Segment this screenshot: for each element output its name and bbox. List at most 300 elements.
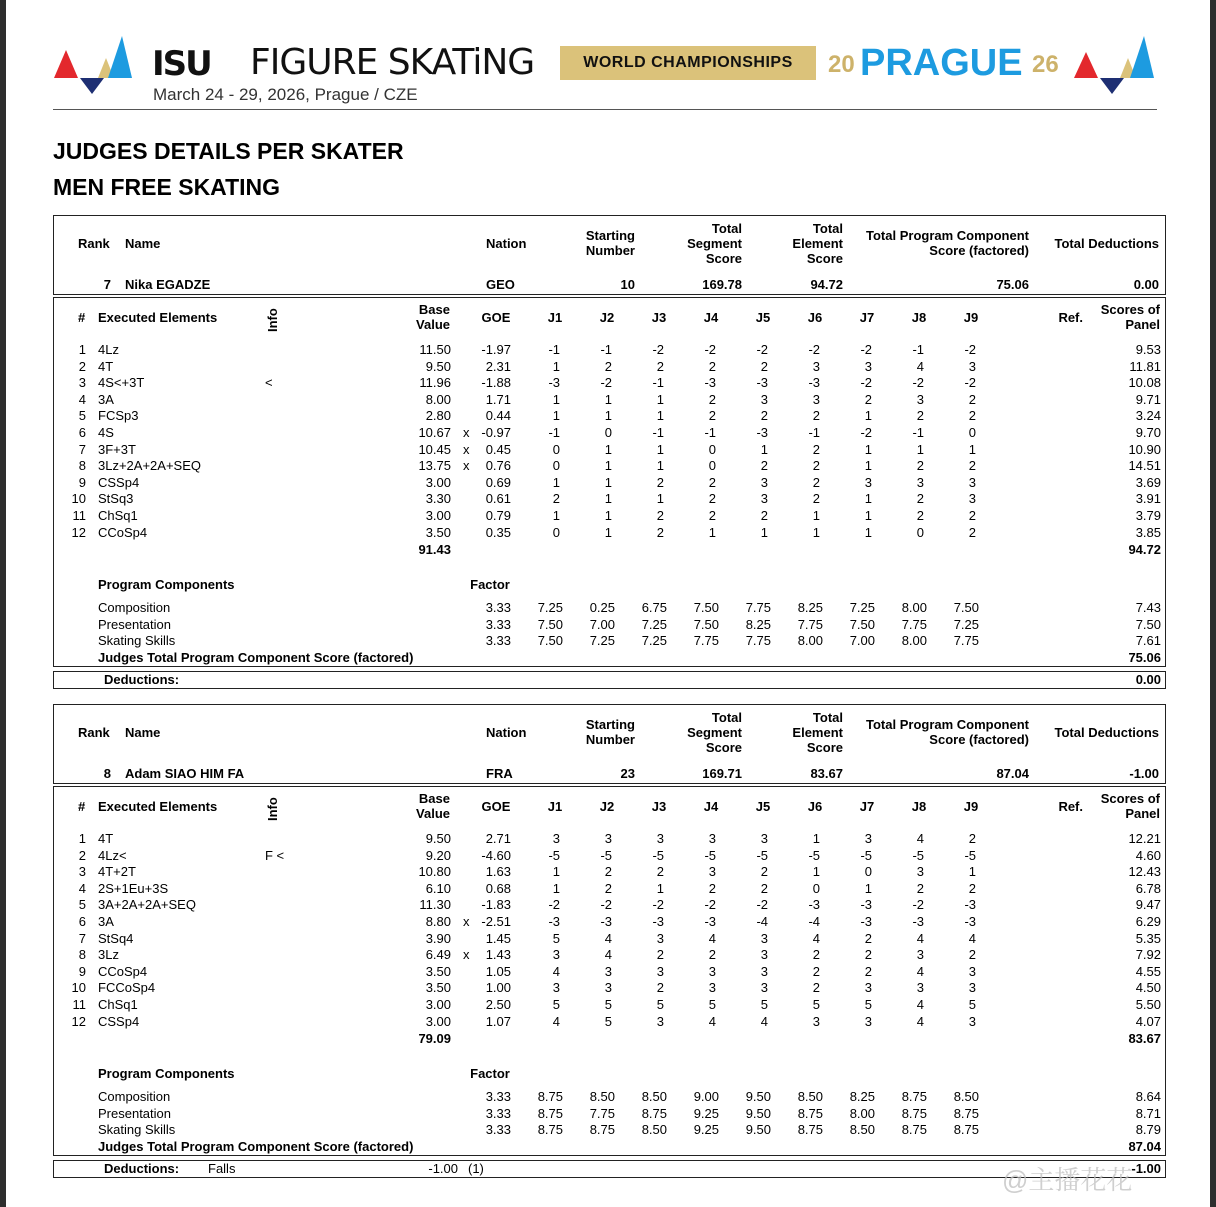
info-header: Info [265,797,280,821]
judge-goe-mark: 0 [552,458,560,474]
judge-header: J9 [963,799,979,814]
judge-goe-mark: 1 [916,441,924,457]
judge-goe-mark: 3 [656,930,664,946]
base-value: 2.80 [425,408,451,424]
judge-component-mark: 7.50 [537,633,563,649]
element-code: StSq3 [98,491,134,507]
element-score-header: Total [812,221,843,236]
judge-goe-mark: -3 [704,375,716,391]
component-factor: 3.33 [485,600,511,615]
second-half-bonus-mark: x [463,914,470,929]
judge-goe-mark: 2 [708,358,716,374]
judge-goe-mark: 2 [708,391,716,407]
component-name: Presentation [98,1105,171,1121]
component-name: Composition [98,600,171,615]
judge-goe-mark: 5 [864,997,872,1012]
panel-elements-total: 83.67 [1128,1031,1161,1046]
judge-goe-mark: 3 [708,864,716,880]
judge-goe-mark: 3 [916,980,924,996]
judge-goe-mark: -1 [548,342,560,357]
judge-header: J8 [911,310,927,325]
judge-goe-mark: 3 [604,963,612,979]
judge-goe-mark: 5 [656,997,664,1012]
judge-goe-mark: -1 [808,425,820,440]
element-info: F < [265,847,285,863]
total-deductions: 0.00 [1133,277,1159,292]
judge-goe-mark: 4 [708,1013,716,1029]
judge-goe-mark: -5 [756,847,768,863]
panel-element-score: 3.24 [1135,408,1161,424]
judge-goe-mark: 1 [604,508,612,523]
starting-number-header: Starting [585,228,635,243]
judge-goe-mark: 0 [708,458,716,474]
element-index: 6 [78,425,86,440]
deductions-total: -1.00 [1131,1161,1161,1176]
element-score-header: Score [806,740,843,755]
judge-component-mark: 8.50 [953,1089,979,1104]
element-index: 10 [71,491,86,507]
judge-goe-mark: 3 [968,980,976,996]
goe-value: 1.43 [485,947,511,963]
judge-goe-mark: 3 [552,947,560,963]
goe-header: GOE [481,799,511,814]
judge-goe-mark: 4 [916,831,924,846]
element-index: 12 [71,1013,86,1029]
base-value-header: Base [418,791,450,806]
element-index: 10 [71,980,86,996]
total-deductions: -1.00 [1129,766,1159,781]
viewer-right-edge [1210,0,1216,1207]
judge-goe-mark: 1 [552,474,560,490]
judge-component-mark: 9.50 [745,1122,771,1138]
judge-goe-mark: 3 [968,1013,976,1029]
judge-goe-mark: 4 [552,1013,560,1029]
goe-value: -1.88 [481,375,511,391]
judge-goe-mark: 2 [708,508,716,523]
judge-goe-mark: 2 [656,524,664,540]
judge-component-mark: 8.25 [797,600,823,615]
element-score-header: Element [792,725,843,740]
panel-element-score: 5.35 [1135,930,1161,946]
component-score-header: Score (factored) [929,243,1029,258]
element-code: 4T [98,831,114,846]
judge-goe-mark: 4 [916,997,924,1012]
panel-element-score: 9.47 [1135,897,1161,913]
event-triangles-left-icon [52,36,134,94]
year-prefix: 20 [828,51,855,78]
panel-element-score: 3.91 [1135,491,1161,507]
goe-value: 0.79 [485,508,511,523]
segment-score-header: Segment [687,236,742,251]
judge-goe-mark: 2 [656,358,664,374]
judge-goe-mark: -3 [808,897,820,913]
judge-goe-mark: 0 [968,425,976,440]
base-value: 3.00 [425,508,451,523]
judge-goe-mark: -1 [704,425,716,440]
skater-rank: 8 [103,766,111,781]
championship-label: WORLD CHAMPIONSHIPS [583,54,793,71]
goe-value: 0.61 [485,491,511,507]
judges-total-label: Judges Total Program Component Score (factored) [98,650,414,665]
ref-header: Ref. [1058,799,1083,814]
starting-number-header: Starting [585,717,635,732]
panel-element-score: 6.29 [1135,914,1161,929]
judge-goe-mark: 3 [760,391,768,407]
judge-goe-mark: 1 [604,474,612,490]
judge-goe-mark: -5 [600,847,612,863]
judge-component-mark: 8.75 [953,1105,979,1121]
goe-value: 0.69 [485,474,511,490]
deductions-header: Total Deductions [1054,236,1159,251]
judge-goe-mark: 1 [864,408,872,424]
base-value: 9.20 [425,847,451,863]
watermark: @主播花花 [1002,1165,1133,1195]
judge-goe-mark: 3 [812,1013,820,1029]
element-index: 4 [78,880,86,896]
judge-header: J1 [547,310,563,325]
panel-element-score: 11.81 [1129,358,1161,374]
judge-component-mark: 7.25 [849,600,875,615]
judge-goe-mark: 3 [708,980,716,996]
goe-value: -2.51 [481,914,511,929]
judge-goe-mark: 0 [864,864,872,880]
total-component-score: 75.06 [996,277,1029,292]
figure-skating-wordmark: FIGURE SKATiNG [250,42,535,83]
judge-goe-mark: -4 [756,914,768,929]
judge-goe-mark: 2 [916,458,924,474]
judge-goe-mark: 1 [604,524,612,540]
judge-goe-mark: 1 [864,458,872,474]
judge-goe-mark: 2 [968,458,976,474]
segment-score-header: Segment [687,725,742,740]
judge-component-mark: 7.25 [589,633,615,649]
judge-component-mark: 8.00 [849,1105,875,1121]
name-header: Name [125,236,161,251]
nation-header: Nation [486,236,527,251]
judge-goe-mark: 2 [760,864,768,880]
total-component-score: 87.04 [996,766,1029,781]
judge-goe-mark: -5 [548,847,560,863]
goe-value: -4.60 [481,847,511,863]
judge-goe-mark: 3 [552,831,560,846]
second-half-bonus-mark: x [463,425,470,440]
judge-header: J2 [599,310,615,325]
judge-goe-mark: 4 [916,930,924,946]
judge-goe-mark: 2 [812,458,820,474]
panel-element-score: 4.55 [1135,963,1161,979]
judge-component-mark: 9.25 [693,1122,719,1138]
judge-goe-mark: -1 [652,425,664,440]
year-suffix: 26 [1032,51,1059,78]
judge-component-mark: 8.75 [901,1105,927,1121]
segment-score-header: Total [711,710,742,725]
judge-goe-mark: 2 [708,474,716,490]
element-code: CSSp4 [98,474,140,490]
judge-goe-mark: 3 [708,963,716,979]
judge-component-mark: 7.25 [641,633,667,649]
judge-header: J4 [703,799,719,814]
judge-goe-mark: 1 [968,441,976,457]
component-factor: 3.33 [485,633,511,649]
judge-goe-mark: -2 [860,425,872,440]
judge-component-mark: 8.75 [797,1105,823,1121]
judge-goe-mark: 1 [552,864,560,880]
judge-goe-mark: 2 [916,880,924,896]
element-code: 4Lz< [98,847,127,863]
judge-component-mark: 9.50 [745,1089,771,1104]
judge-component-mark: 0.25 [589,600,615,615]
judge-component-mark: 8.75 [537,1122,563,1138]
judge-goe-mark: 2 [916,408,924,424]
goe-value: 2.50 [485,997,511,1012]
judge-goe-mark: 1 [708,524,716,540]
judge-component-mark: 8.75 [953,1122,979,1138]
judge-component-mark: 7.75 [797,616,823,632]
goe-header: GOE [481,310,511,325]
judge-component-mark: 7.75 [745,600,771,615]
judge-component-mark: 8.50 [641,1089,667,1104]
judge-goe-mark: 1 [812,864,820,880]
component-name: Composition [98,1089,171,1104]
element-code: ChSq1 [98,508,138,523]
element-code: CSSp4 [98,1013,140,1029]
judge-goe-mark: 2 [864,963,872,979]
judge-component-mark: 7.75 [953,633,979,649]
element-code: 3A+2A+2A+SEQ [98,897,196,913]
judge-goe-mark: 4 [552,963,560,979]
judge-goe-mark: 1 [552,408,560,424]
judge-goe-mark: -2 [652,342,664,357]
judge-header: J5 [755,799,771,814]
deduction-value: -1.00 [428,1161,458,1176]
element-index: 3 [78,864,86,880]
judge-goe-mark: 2 [604,358,612,374]
judge-goe-mark: 1 [604,458,612,474]
judge-goe-mark: 1 [552,508,560,523]
element-code: 3F+3T [98,441,136,457]
judge-goe-mark: 2 [968,524,976,540]
judge-header: J5 [755,310,771,325]
judge-goe-mark: -3 [704,914,716,929]
element-code: 4T+2T [98,864,136,880]
judges-total-value: 87.04 [1128,1139,1161,1154]
judge-goe-mark: 2 [656,508,664,523]
goe-value: 0.45 [485,441,511,457]
judge-component-mark: 7.75 [745,633,771,649]
panel-component-score: 8.71 [1135,1105,1161,1121]
base-value: 6.10 [425,880,451,896]
judge-goe-mark: 1 [864,491,872,507]
base-value: 8.80 [425,914,451,929]
goe-value: 1.05 [485,963,511,979]
judge-goe-mark: -2 [808,342,820,357]
panel-element-score: 4.50 [1135,980,1161,996]
judge-goe-mark: 2 [812,947,820,963]
element-index: 3 [78,375,86,391]
panel-element-score: 3.79 [1135,508,1161,523]
element-index: 9 [78,963,86,979]
judge-goe-mark: 2 [760,508,768,523]
judge-component-mark: 8.75 [901,1089,927,1104]
judge-goe-mark: 2 [708,491,716,507]
judge-goe-mark: 2 [968,831,976,846]
element-code: 3Lz [98,947,119,963]
judge-goe-mark: 5 [604,997,612,1012]
judge-goe-mark: 3 [604,831,612,846]
judge-goe-mark: 4 [968,930,976,946]
judge-goe-mark: 2 [968,947,976,963]
element-index: 2 [78,358,86,374]
info-header: Info [265,308,280,332]
judge-goe-mark: 2 [656,474,664,490]
judge-goe-mark: 2 [812,491,820,507]
judge-goe-mark: -3 [860,914,872,929]
goe-value: 0.35 [485,524,511,540]
element-index: 7 [78,930,86,946]
header-divider [53,109,1157,110]
judge-component-mark: 9.00 [693,1089,719,1104]
base-value: 3.50 [425,524,451,540]
judge-goe-mark: 5 [968,997,976,1012]
judge-component-mark: 8.00 [901,633,927,649]
base-value: 10.80 [418,864,451,880]
goe-value: 1.07 [485,1013,511,1029]
base-value-total: 91.43 [418,542,451,557]
judge-goe-mark: 2 [760,358,768,374]
judge-goe-mark: -3 [652,914,664,929]
judge-goe-mark: 2 [812,441,820,457]
judge-component-mark: 8.00 [797,633,823,649]
deductions-label: Deductions: [104,672,180,687]
panel-element-score: 9.70 [1135,425,1161,440]
judge-goe-mark: 1 [812,831,820,846]
element-index: 11 [72,997,86,1012]
judge-goe-mark: 1 [812,508,820,523]
judge-goe-mark: 2 [760,880,768,896]
judge-goe-mark: 3 [656,831,664,846]
judge-goe-mark: 1 [864,880,872,896]
event-dates: March 24 - 29, 2026, Prague / CZE [153,85,418,104]
judge-goe-mark: 4 [916,1013,924,1029]
element-number-header: # [78,799,86,814]
panel-element-score: 3.69 [1135,474,1161,490]
base-value: 9.50 [425,831,451,846]
total-segment-score: 169.71 [702,766,742,781]
judge-goe-mark: 2 [708,408,716,424]
judge-header: J8 [911,799,927,814]
judge-goe-mark: 2 [656,980,664,996]
judge-component-mark: 8.50 [641,1122,667,1138]
judge-goe-mark: -5 [652,847,664,863]
program-components-header: Program Components [98,1066,235,1081]
judge-goe-mark: 2 [812,980,820,996]
judge-goe-mark: 3 [760,474,768,490]
skater-nation: GEO [486,277,515,292]
base-value: 11.96 [419,375,451,391]
judge-goe-mark: 2 [812,408,820,424]
goe-value: 2.71 [485,831,511,846]
judge-component-mark: 7.50 [849,616,875,632]
element-index: 8 [78,458,86,474]
program-components-header: Program Components [98,577,235,592]
judge-goe-mark: 3 [968,358,976,374]
base-value: 9.50 [425,358,451,374]
judge-goe-mark: 1 [604,391,612,407]
judge-goe-mark: 2 [968,880,976,896]
element-code: 3Lz+2A+2A+SEQ [98,458,201,474]
panel-element-score: 9.53 [1135,342,1161,357]
judge-goe-mark: -2 [964,342,976,357]
panel-element-score: 10.08 [1128,375,1161,391]
element-score-header: Score [806,251,843,266]
judge-goe-mark: 3 [604,980,612,996]
judge-goe-mark: -2 [912,375,924,391]
judge-component-mark: 8.75 [797,1122,823,1138]
panel-component-score: 8.64 [1135,1089,1161,1104]
panel-element-score: 6.78 [1135,880,1161,896]
judge-goe-mark: 1 [968,864,976,880]
page-header [0,0,1216,115]
judge-goe-mark: 1 [656,491,664,507]
component-factor: 3.33 [485,1089,511,1104]
judge-goe-mark: 2 [760,408,768,424]
judge-goe-mark: 3 [812,391,820,407]
judge-goe-mark: -1 [912,425,924,440]
judge-goe-mark: 4 [760,1013,768,1029]
judge-goe-mark: 3 [760,831,768,846]
judge-goe-mark: 1 [552,358,560,374]
total-element-score: 94.72 [810,277,843,292]
judge-goe-mark: -5 [704,847,716,863]
element-code: 2S+1Eu+3S [98,880,169,896]
judge-header: J7 [859,799,875,814]
judge-goe-mark: 3 [760,980,768,996]
judge-goe-mark: 3 [656,1013,664,1029]
panel-score-header: Panel [1125,806,1160,821]
element-index: 8 [78,947,86,963]
element-number-header: # [78,310,86,325]
judge-component-mark: 8.75 [641,1105,667,1121]
panel-element-score: 10.90 [1128,441,1161,457]
judge-goe-mark: 2 [968,508,976,523]
judge-goe-mark: 4 [604,930,612,946]
component-factor: 3.33 [485,616,511,632]
judge-goe-mark: 0 [552,524,560,540]
ref-header: Ref. [1058,310,1083,325]
goe-value: 1.00 [485,980,511,996]
base-value-header: Base [418,302,450,317]
judge-goe-mark: 5 [552,930,560,946]
base-value: 8.00 [425,391,451,407]
judge-goe-mark: 1 [604,408,612,424]
starting-number: 10 [620,277,635,292]
document-title: JUDGES DETAILS PER SKATER [53,138,404,164]
judge-goe-mark: 3 [968,474,976,490]
judge-goe-mark: 3 [552,980,560,996]
element-index: 5 [78,897,86,913]
element-index: 6 [78,914,86,929]
panel-score-header: Panel [1125,317,1160,332]
judge-goe-mark: 1 [864,508,872,523]
judge-goe-mark: -1 [652,375,664,391]
element-code: 4Lz [98,342,119,357]
judge-goe-mark: 2 [864,391,872,407]
judge-goe-mark: 3 [656,963,664,979]
judge-component-mark: 7.25 [953,616,979,632]
judge-component-mark: 7.75 [589,1105,615,1121]
goe-value: 0.76 [485,458,511,474]
judge-goe-mark: 3 [760,491,768,507]
